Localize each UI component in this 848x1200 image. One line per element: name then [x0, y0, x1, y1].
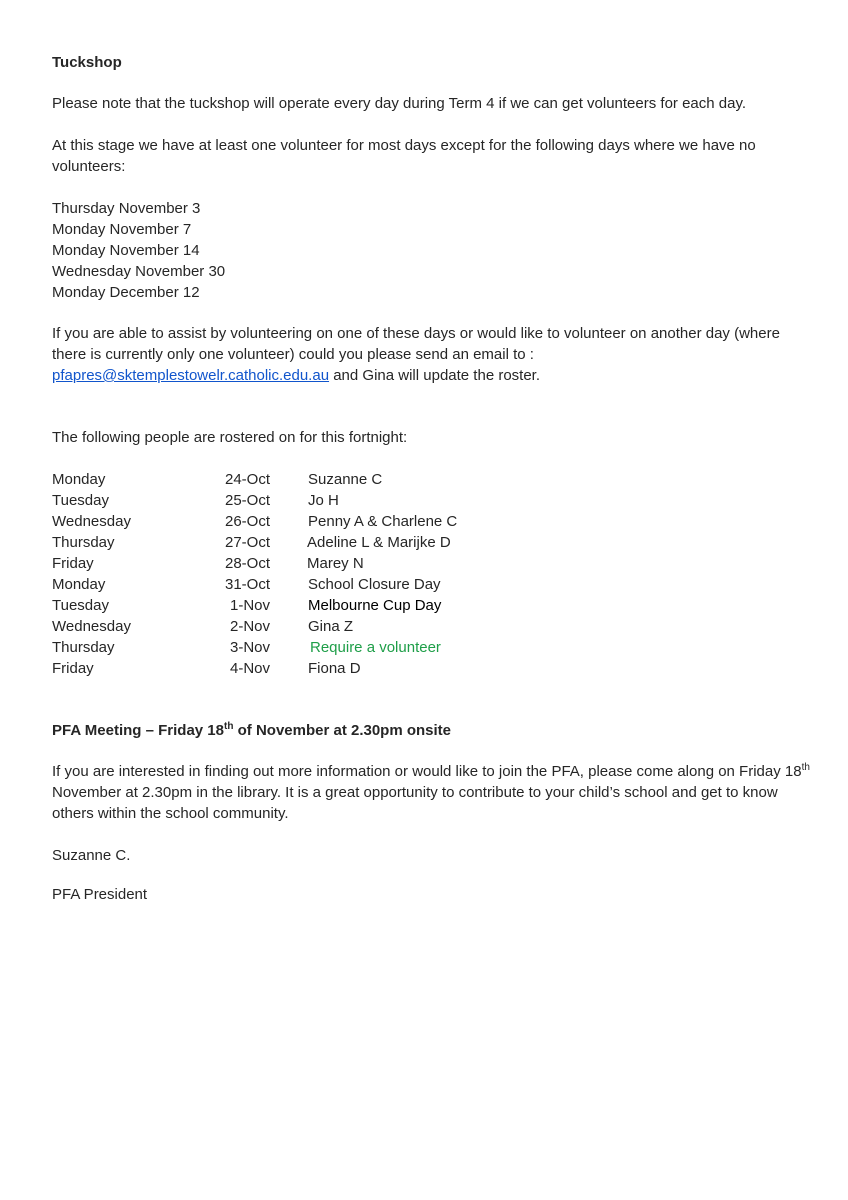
roster-name: Suzanne C: [308, 471, 383, 488]
roster-row: [52, 469, 552, 490]
roster-name: Penny A & Charlene C: [308, 513, 458, 530]
roster-row: [52, 553, 552, 574]
roster-name: Fiona D: [308, 660, 361, 677]
pfa-body-text: If you are interested in finding out more information or would like to join the PFA, please come along on Friday 18: [52, 763, 802, 780]
pfa-heading-text: PFA Meeting – Friday 18: [52, 722, 224, 739]
roster-row: [52, 595, 552, 616]
roster-day: Friday: [52, 555, 94, 572]
roster-row: [52, 637, 552, 658]
no-volunteer-day: Wednesday November 30: [52, 263, 226, 280]
pfa-heading-text-end: of November at 2.30pm onsite: [233, 722, 452, 739]
tuckshop-intro: Please note that the tuckshop will operate every day during Term 4 if we can get volunteers for each day.: [52, 95, 747, 112]
roster-row: [52, 490, 552, 511]
pfa-body: [52, 761, 812, 824]
roster-date: 3-Nov: [229, 639, 270, 656]
roster-date: 24-Oct: [224, 471, 270, 488]
roster-date: 27-Oct: [224, 534, 270, 551]
roster-row: [52, 658, 552, 679]
roster-date: 31-Oct: [224, 576, 270, 593]
roster-date: 28-Oct: [224, 555, 270, 572]
roster-name: Melbourne Cup Day: [308, 597, 442, 614]
assist-suffix: and Gina will update the roster.: [329, 367, 541, 384]
roster-day: Friday: [52, 660, 94, 677]
roster-day: Monday: [52, 471, 106, 488]
roster-row: [52, 511, 552, 532]
roster-name: Adeline L & Marijke D: [307, 534, 451, 551]
roster-name: Require a volunteer: [310, 639, 441, 656]
no-volunteer-days-list: [52, 198, 812, 303]
roster-day: Tuesday: [52, 492, 109, 509]
signoff-name: Suzanne C.: [52, 847, 131, 864]
roster-name: Marey N: [307, 555, 364, 572]
roster-row: [52, 574, 552, 595]
stage-note: At this stage we have at least one volunteer for most days except for the following days where we have no volunteers:: [52, 137, 756, 175]
roster-day: Thursday: [52, 534, 115, 551]
roster-date: 1-Nov: [229, 597, 270, 614]
roster-intro: The following people are rostered on for this fortnight:: [52, 429, 408, 446]
roster-date: 25-Oct: [224, 492, 270, 509]
no-volunteer-day: Monday November 14: [52, 242, 200, 259]
roster-row: [52, 532, 552, 553]
email-link[interactable]: pfapres@sktemplestowelr.catholic.edu.au: [52, 367, 330, 384]
roster-date: 4-Nov: [229, 660, 270, 677]
pfa-body-sup: th: [801, 762, 810, 773]
pfa-body-text-end: November at 2.30pm in the library. It is a great opportunity to contribute to your child’s school and get to know others within the school community.: [52, 784, 778, 822]
roster-name: Jo H: [308, 492, 339, 509]
roster-name: School Closure Day: [308, 576, 441, 593]
tuckshop-heading: Tuckshop: [52, 54, 122, 71]
roster-day: Wednesday: [52, 513, 131, 530]
roster-date: 2-Nov: [229, 618, 270, 635]
no-volunteer-day: Thursday November 3: [52, 200, 201, 217]
roster-day: Wednesday: [52, 618, 131, 635]
roster-name: Gina Z: [308, 618, 354, 635]
roster-row: [52, 616, 552, 637]
assist-paragraph: [52, 323, 812, 386]
roster-day: Thursday: [52, 639, 115, 656]
roster-day: Monday: [52, 576, 106, 593]
no-volunteer-day: Monday November 7: [52, 221, 192, 238]
assist-text: If you are able to assist by volunteering on one of these days or would like to volunteer on another day (where there is currently only one volunteer) could you please send an email to :: [52, 325, 780, 363]
pfa-heading-sup: th: [224, 721, 234, 732]
roster-date: 26-Oct: [224, 513, 270, 530]
signoff-title: PFA President: [52, 886, 148, 903]
pfa-meeting-heading: [52, 720, 812, 741]
no-volunteer-day: Monday December 12: [52, 284, 200, 301]
roster-day: Tuesday: [52, 597, 109, 614]
